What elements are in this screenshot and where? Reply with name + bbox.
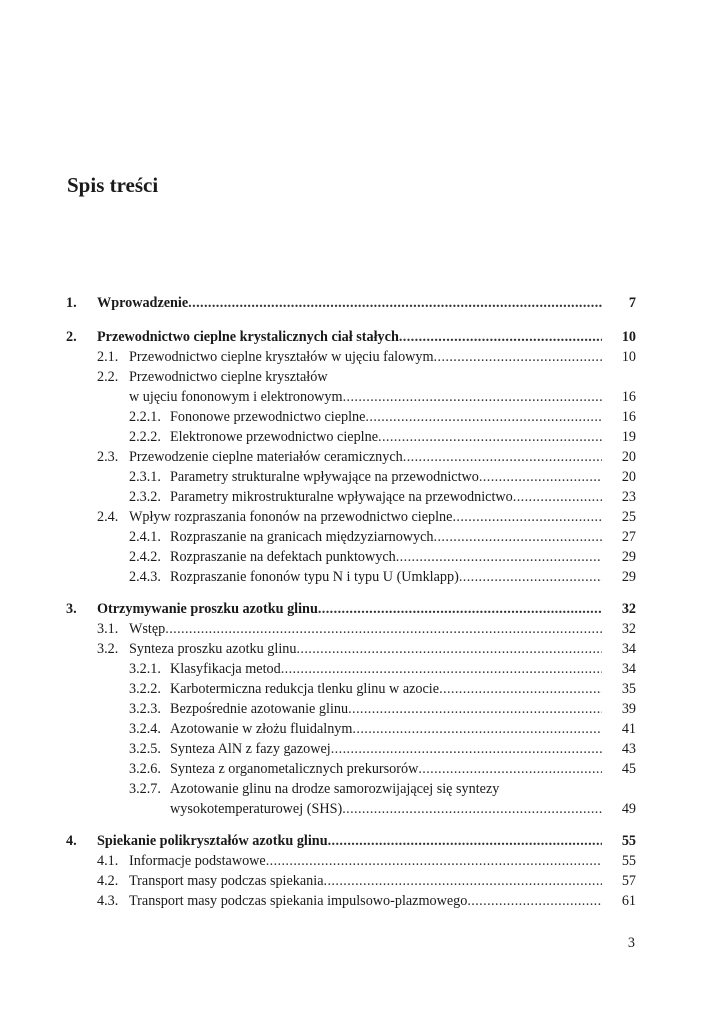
toc-entry-number: 2.4. (97, 509, 119, 525)
toc-entry-title: Parametry strukturalne wpływające na przewodnictwo (170, 469, 479, 485)
dot-leader (342, 799, 602, 819)
toc-entry-title: Parametry mikrostrukturalne wpływające na przewodnictwo (170, 489, 513, 505)
toc-entry-page: 10 (621, 349, 636, 365)
toc-entry[interactable] (0, 367, 709, 387)
toc-entry[interactable] (0, 759, 709, 779)
toc-entry-number: 4.1. (97, 853, 119, 869)
toc-entry-number: 2.1. (97, 349, 119, 365)
toc-entry-page: 27 (621, 529, 636, 545)
toc-entry-page: 29 (621, 549, 636, 565)
toc-entry-title: Rozpraszanie na defektach punktowych (170, 549, 396, 565)
dot-leader (352, 719, 602, 739)
toc-entry-number: 3.2.2. (129, 681, 161, 697)
toc-entry[interactable] (0, 599, 709, 619)
toc-entry-page: 10 (621, 329, 636, 345)
toc-entry-page: 55 (621, 853, 636, 869)
toc-entry-number: 2.4.3. (129, 569, 161, 585)
toc-entry-number: 4.2. (97, 873, 119, 889)
dot-leader (399, 327, 602, 347)
dot-leader (467, 891, 602, 911)
toc-entry-title: Azotowanie glinu na drodze samorozwijającej się syntezy (170, 781, 500, 797)
toc-entry-page: 41 (621, 721, 636, 737)
toc-entry-page: 34 (621, 661, 636, 677)
toc-entry[interactable] (0, 547, 709, 567)
toc-entry-title: Fononowe przewodnictwo cieplne (170, 409, 366, 425)
dot-leader (459, 567, 602, 587)
toc-entry-title: Azotowanie w złożu fluidalnym (170, 721, 353, 737)
dot-leader (188, 293, 602, 313)
toc-entry-title: Rozpraszanie fononów typu N i typu U (Umklapp) (170, 569, 459, 585)
toc-entry-page: 23 (621, 489, 636, 505)
toc-entry-page: 32 (621, 621, 636, 637)
toc-entry-page: 49 (621, 801, 636, 817)
toc-entry-page: 25 (621, 509, 636, 525)
toc-entry-number: 3.2.5. (129, 741, 161, 757)
dot-leader (331, 739, 602, 759)
toc-entry[interactable] (0, 871, 709, 891)
dot-leader (365, 407, 602, 427)
toc-entry-title: Transport masy podczas spiekania (129, 873, 324, 889)
dot-leader (343, 387, 602, 407)
toc-entry-number: 3.2. (97, 641, 119, 657)
dot-leader (328, 831, 602, 851)
toc-entry-page: 45 (621, 761, 636, 777)
toc-entry-title: Informacje podstawowe (129, 853, 266, 869)
dot-leader (439, 679, 602, 699)
toc-entry-title: Klasyfikacja metod (170, 661, 281, 677)
toc-entry-title: Przewodnictwo cieplne kryształów (129, 369, 328, 385)
toc-entry-page: 20 (621, 469, 636, 485)
dot-leader (479, 467, 602, 487)
toc-entry[interactable] (0, 387, 709, 407)
page-number: 3 (627, 935, 635, 951)
toc-entry[interactable] (0, 347, 709, 367)
toc-entry[interactable] (0, 427, 709, 447)
toc-entry-number: 2.4.1. (129, 529, 161, 545)
toc-entry-title: Synteza AlN z fazy gazowej (170, 741, 331, 757)
dot-leader (281, 659, 602, 679)
dot-leader (296, 639, 602, 659)
dot-leader (418, 759, 602, 779)
toc-entry-page: 32 (621, 601, 636, 617)
toc-entry-number: 2.2. (97, 369, 119, 385)
dot-leader (324, 871, 602, 891)
toc-entry-title: Wprowadzenie (97, 295, 189, 311)
toc-entry-title: Synteza proszku azotku glinu (129, 641, 297, 657)
toc-entry-number: 2. (66, 329, 77, 345)
toc-entry-page: 20 (621, 449, 636, 465)
toc-entry-title: Otrzymywanie proszku azotku glinu (97, 601, 318, 617)
toc-entry-page: 61 (621, 893, 636, 909)
toc-entry-title: Przewodnictwo cieplne kryształów w ujęciu falowym (129, 349, 434, 365)
dot-leader (434, 347, 602, 367)
toc-entry[interactable] (0, 527, 709, 547)
toc-entry-page: 57 (621, 873, 636, 889)
page-title: Spis treści (67, 173, 159, 197)
toc-entry[interactable] (0, 407, 709, 427)
toc-entry-page: 43 (621, 741, 636, 757)
toc-entry-number: 2.3. (97, 449, 119, 465)
toc-entry-number: 2.2.2. (129, 429, 161, 445)
dot-leader (396, 547, 602, 567)
toc-entry[interactable] (0, 487, 709, 507)
toc-entry[interactable] (0, 467, 709, 487)
toc-entry[interactable] (0, 659, 709, 679)
toc-entry-title: Spiekanie polikryształów azotku glinu (97, 833, 328, 849)
toc-entry[interactable] (0, 327, 709, 347)
toc-entry-title: Wpływ rozpraszania fononów na przewodnictwo cieplne (129, 509, 453, 525)
dot-leader (378, 427, 602, 447)
toc-entry-title: Wstęp (129, 621, 166, 637)
toc-entry[interactable] (0, 831, 709, 851)
toc-entry-page: 39 (621, 701, 636, 717)
dot-leader (434, 527, 602, 547)
toc-entry[interactable] (0, 639, 709, 659)
toc-entry-title: Synteza z organometalicznych prekursorów (170, 761, 419, 777)
dot-leader (513, 487, 602, 507)
toc-entry-number: 3.2.3. (129, 701, 161, 717)
toc-entry[interactable] (0, 779, 709, 799)
dot-leader (165, 619, 602, 639)
toc-entry[interactable] (0, 679, 709, 699)
toc-entry-number: 2.4.2. (129, 549, 161, 565)
toc-entry-number: 2.3.2. (129, 489, 161, 505)
toc-entry[interactable] (0, 619, 709, 639)
dot-leader (348, 699, 602, 719)
dot-leader (452, 507, 602, 527)
toc-entry-number: 4.3. (97, 893, 119, 909)
toc-entry-title: wysokotemperaturowej (SHS) (170, 801, 343, 817)
toc-entry-page: 34 (621, 641, 636, 657)
dot-leader (318, 599, 602, 619)
toc-entry-page: 19 (621, 429, 636, 445)
toc-entry-title: Karbotermiczna redukcja tlenku glinu w azocie (170, 681, 440, 697)
toc-entry-page: 35 (621, 681, 636, 697)
toc-entry-page: 16 (621, 409, 636, 425)
toc-entry-title: Elektronowe przewodnictwo cieplne (170, 429, 379, 445)
toc-entry[interactable] (0, 851, 709, 871)
toc-entry[interactable] (0, 699, 709, 719)
toc-entry-title: Przewodnictwo cieplne krystalicznych ciał stałych (97, 329, 399, 345)
toc-entry-page: 29 (621, 569, 636, 585)
toc-entry-number: 3.2.6. (129, 761, 161, 777)
toc-entry-number: 3.2.4. (129, 721, 161, 737)
dot-leader (403, 447, 602, 467)
toc-entry-number: 3.2.1. (129, 661, 161, 677)
toc-entry-page: 16 (621, 389, 636, 405)
toc-entry[interactable] (0, 739, 709, 759)
toc-entry-title: Przewodzenie cieplne materiałów ceramicznych (129, 449, 403, 465)
toc-entry-page: 7 (628, 295, 636, 311)
toc-entry-page: 55 (621, 833, 636, 849)
toc-entry-number: 2.3.1. (129, 469, 161, 485)
toc-entry-number: 2.2.1. (129, 409, 161, 425)
toc-entry[interactable] (0, 891, 709, 911)
toc-entry[interactable] (0, 447, 709, 467)
toc-entry-number: 3. (66, 601, 77, 617)
toc-entry-title: Transport masy podczas spiekania impulsowo-plazmowego (129, 893, 468, 909)
toc-entry[interactable] (0, 799, 709, 819)
toc-entry-number: 4. (66, 833, 77, 849)
toc-entry-title: Bezpośrednie azotowanie glinu (170, 701, 349, 717)
toc-entry[interactable] (0, 719, 709, 739)
toc-entry[interactable] (0, 567, 709, 587)
toc-entry-title: Rozpraszanie na granicach międzyziarnowych (170, 529, 434, 545)
toc-entry[interactable] (0, 293, 709, 313)
toc-entry-number: 1. (66, 295, 77, 311)
toc-entry-title: w ujęciu fononowym i elektronowym (129, 389, 343, 405)
toc-entry[interactable] (0, 507, 709, 527)
toc-entry-number: 3.1. (97, 621, 119, 637)
toc-entry-number: 3.2.7. (129, 781, 161, 797)
dot-leader (266, 851, 602, 871)
